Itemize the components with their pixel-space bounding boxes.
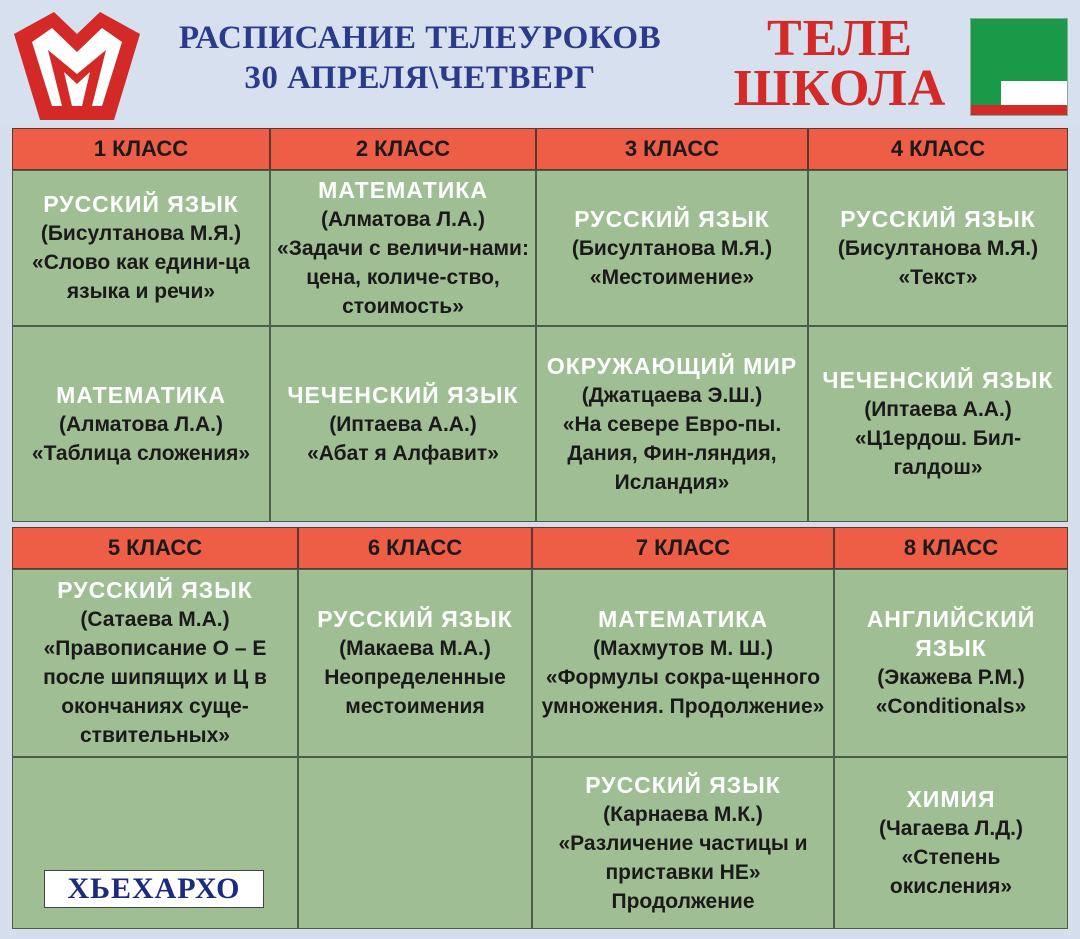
lesson-subject: РУССКИЙ ЯЗЫК bbox=[57, 577, 253, 603]
lesson-subject: МАТЕМАТИКА bbox=[56, 381, 226, 408]
lesson-topic: Неопределенные местоимения bbox=[324, 666, 506, 718]
lesson-teacher: (Иптаева А.А.) bbox=[329, 412, 477, 436]
lesson-teacher: (Алматова Л.А.) bbox=[321, 207, 485, 231]
lesson-subject: ЧЕЧЕНСКИЙ ЯЗЫК bbox=[822, 367, 1054, 393]
brand-line-1: ТЕЛЕ bbox=[766, 10, 914, 67]
lesson-topic: «Абат я Алфавит» bbox=[307, 441, 499, 465]
lesson-subject: ХИМИЯ bbox=[906, 786, 996, 812]
grade-header-5: 5 КЛАСС bbox=[12, 527, 298, 569]
grade-header-3: 3 КЛАСС bbox=[536, 128, 808, 170]
lesson-topic: «Формулы сокра-щенного умножения. Продолжение» bbox=[541, 666, 825, 718]
lesson-subject: РУССКИЙ ЯЗЫК bbox=[585, 771, 781, 798]
lesson-teacher: (Макаева М.А.) bbox=[339, 637, 491, 660]
lesson-cell bbox=[12, 170, 270, 326]
lesson-teacher: (Экажева Р.М.) bbox=[877, 666, 1025, 689]
schedule-title bbox=[160, 18, 680, 98]
grade-header-6: 6 КЛАСС bbox=[298, 527, 532, 569]
title-line-1: РАСПИСАНИЕ ТЕЛЕУРОКОВ bbox=[178, 20, 662, 56]
lesson-cell bbox=[532, 569, 834, 757]
grade-header-7: 7 КЛАСС bbox=[532, 527, 834, 569]
lesson-teacher: (Джатцаева Э.Ш.) bbox=[581, 383, 763, 407]
lesson-cell bbox=[536, 170, 808, 326]
lesson-cell bbox=[808, 170, 1068, 326]
lesson-cell bbox=[536, 326, 808, 522]
lesson-topic: «Слово как едини-ца языка и речи» bbox=[32, 251, 250, 303]
lesson-topic: «Местоимение» bbox=[589, 265, 755, 289]
lesson-subject: РУССКИЙ ЯЗЫК bbox=[574, 205, 770, 232]
header bbox=[0, 0, 1080, 124]
lesson-teacher: (Иптаева А.А.) bbox=[864, 398, 1012, 421]
lesson-teacher: (Бисултанова М.Я.) bbox=[837, 236, 1039, 260]
lesson-cell bbox=[12, 326, 270, 522]
lesson-teacher: (Карнаева М.К.) bbox=[603, 802, 763, 826]
title-line-2: 30 АПРЕЛЯ\ЧЕТВЕРГ bbox=[244, 60, 596, 96]
lesson-topic: «Текст» bbox=[898, 265, 978, 289]
lesson-subject: МАТЕМАТИКА bbox=[318, 176, 488, 203]
lesson-cell bbox=[834, 757, 1068, 929]
lesson-teacher: (Чагаева Л.Д.) bbox=[878, 817, 1024, 840]
lesson-teacher: (Сатаева М.А.) bbox=[80, 608, 230, 631]
grade-header-8: 8 КЛАСС bbox=[834, 527, 1068, 569]
lesson-subject: МАТЕМАТИКА bbox=[598, 606, 768, 632]
lesson-topic: «Conditionals» bbox=[875, 695, 1027, 718]
lesson-subject: ОКРУЖАЮЩИЙ МИР bbox=[546, 352, 798, 379]
tele-shkola-brand bbox=[730, 10, 950, 117]
lesson-cell bbox=[12, 569, 298, 757]
lesson-topic: «Таблица сложения» bbox=[31, 441, 251, 465]
lesson-subject: РУССКИЙ ЯЗЫК bbox=[43, 191, 239, 217]
hyekharkho-badge: ХЬЕХАРХО bbox=[44, 870, 264, 908]
lesson-subject: ЧЕЧЕНСКИЙ ЯЗЫК bbox=[287, 381, 519, 408]
lesson-topic: «На севере Евро-пы. Дания, Фин-ляндия, Исландия» bbox=[562, 412, 782, 494]
grade-header-4: 4 КЛАСС bbox=[808, 128, 1068, 170]
lesson-topic: «Степень окисления» bbox=[889, 846, 1013, 898]
lesson-topic: «Различение частицы и приставки НЕ» Продолжение bbox=[558, 831, 808, 913]
lesson-cell bbox=[270, 326, 536, 522]
lesson-subject: РУССКИЙ ЯЗЫК bbox=[317, 606, 513, 632]
brand-line-2: ШКОЛА bbox=[733, 60, 947, 117]
lesson-topic: «Правописание О – Е после шипящих и Ц в окончаниях суще-ствительных» bbox=[43, 637, 267, 747]
chechen-flag-icon bbox=[970, 18, 1068, 116]
lesson-topic: «Ц1ердош. Бил-галдош» bbox=[854, 427, 1022, 479]
lesson-teacher: (Бисултанова М.Я.) bbox=[40, 222, 242, 245]
m-logo-icon bbox=[14, 12, 140, 120]
schedule-grid-grades-1-4 bbox=[12, 128, 1068, 522]
grade-header-2: 2 КЛАСС bbox=[270, 128, 536, 170]
schedule-grid-grades-5-8 bbox=[12, 527, 1068, 929]
empty-cell bbox=[298, 757, 532, 929]
lesson-subject: РУССКИЙ ЯЗЫК bbox=[840, 205, 1036, 232]
lesson-cell bbox=[270, 170, 536, 326]
lesson-teacher: (Алматова Л.А.) bbox=[59, 412, 223, 436]
lesson-teacher: (Бисултанова М.Я.) bbox=[571, 236, 773, 260]
grade-header-1: 1 КЛАСС bbox=[12, 128, 270, 170]
lesson-cell bbox=[834, 569, 1068, 757]
lesson-topic: «Задачи с величи-нами: цена, количе-ство, стоимость» bbox=[277, 236, 529, 318]
lesson-cell bbox=[808, 326, 1068, 522]
lesson-cell bbox=[298, 569, 532, 757]
lesson-subject: АНГЛИЙСКИЙ ЯЗЫК bbox=[866, 606, 1036, 661]
lesson-teacher: (Махмутов М. Ш.) bbox=[593, 637, 773, 660]
lesson-cell bbox=[532, 757, 834, 929]
